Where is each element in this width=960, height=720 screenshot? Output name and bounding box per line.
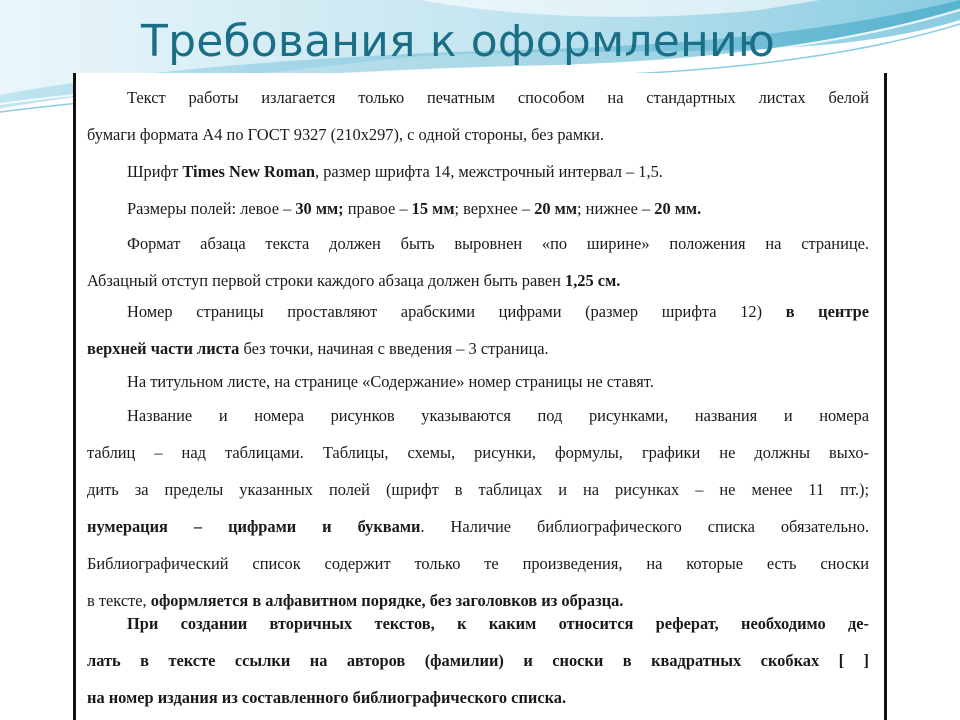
paragraph-margins: [87, 190, 869, 227]
margin-left-value: 30 мм;: [295, 199, 344, 218]
left-border-line: [73, 73, 76, 720]
paragraph-page-numbers: [87, 293, 869, 367]
text-line: лать в тексте ссылки на авторов (фамилии) и сноски в квадратных скобках [ ]: [87, 651, 869, 670]
text-run: , размер шрифта 14, межстрочный интервал – 1,5.: [315, 162, 663, 181]
bold-run: нумерация – цифрами и буквами: [87, 517, 421, 536]
text-line: Формат абзаца текста должен быть выровнен «по ширине» положения на странице.: [127, 234, 869, 253]
margin-bottom-value: 20 мм.: [654, 199, 702, 218]
text-run: Номер страницы проставляют арабскими цифрами (размер шрифта 12): [127, 302, 786, 321]
text-line: [87, 508, 869, 545]
text-line: На титульном листе, на странице «Содержание» номер страницы не ставят.: [127, 372, 654, 391]
text-run: ; верхнее –: [454, 199, 535, 218]
bold-run: оформляется в алфавитном порядке, без заголовков из образца.: [150, 591, 624, 610]
indent-value: 1,25 см.: [565, 271, 621, 290]
text-line: бумаги формата А4 по ГОСТ 9327 (210х297), с одной стороны, без рамки.: [87, 125, 605, 144]
bold-run: верхней части листа: [87, 339, 240, 358]
text-run: Шрифт: [127, 162, 183, 181]
text-run: . Наличие библиографического списка обязательно.: [420, 517, 869, 536]
margin-right-value: 15 мм: [411, 199, 455, 218]
font-name: Times New Roman: [182, 162, 316, 181]
text-run: Абзацный отступ первой строки каждого абзаца должен быть равен: [87, 271, 566, 290]
text-line: таблиц – над таблицами. Таблицы, схемы, рисунки, формулы, графики не должны выхо-: [87, 443, 869, 462]
bold-run: в центре: [785, 302, 869, 321]
text-run: в тексте,: [87, 591, 151, 610]
text-run: ; нижнее –: [577, 199, 655, 218]
paragraph-secondary-texts: [87, 605, 869, 716]
right-border-line: [884, 73, 887, 720]
text-run: без точки, начиная с введения – 3 страница.: [239, 339, 549, 358]
slide-title: Требования к оформлению: [141, 16, 775, 67]
text-line: [87, 293, 869, 330]
text-line: Название и номера рисунков указываются под рисунками, названия и номера: [127, 406, 869, 425]
text-run: правое –: [343, 199, 412, 218]
paragraph-paper-format: [87, 79, 869, 153]
margin-top-value: 20 мм: [534, 199, 578, 218]
paragraph-alignment: [87, 225, 869, 299]
text-line: на номер издания из составленного библиографического списка.: [87, 688, 567, 707]
text-line: При создании вторичных текстов, к каким относится реферат, необходимо де-: [127, 614, 869, 633]
paragraph-title-page: [87, 363, 869, 400]
paragraph-figures-tables: [87, 397, 869, 619]
text-line: Библиографический список содержит только те произведения, на которые есть сноски: [87, 554, 869, 573]
text-line: [87, 190, 869, 227]
text-line: дить за пределы указанных полей (шрифт в таблицах и на рисунках – не менее 11 пт.);: [87, 480, 869, 499]
text-line: [87, 153, 869, 190]
text-line: Текст работы излагается только печатным способом на стандартных листах белой: [127, 88, 869, 107]
paragraph-font: [87, 153, 869, 190]
text-run: Размеры полей: левое –: [127, 199, 296, 218]
text-line: [87, 330, 869, 367]
document-scan: [73, 73, 887, 720]
